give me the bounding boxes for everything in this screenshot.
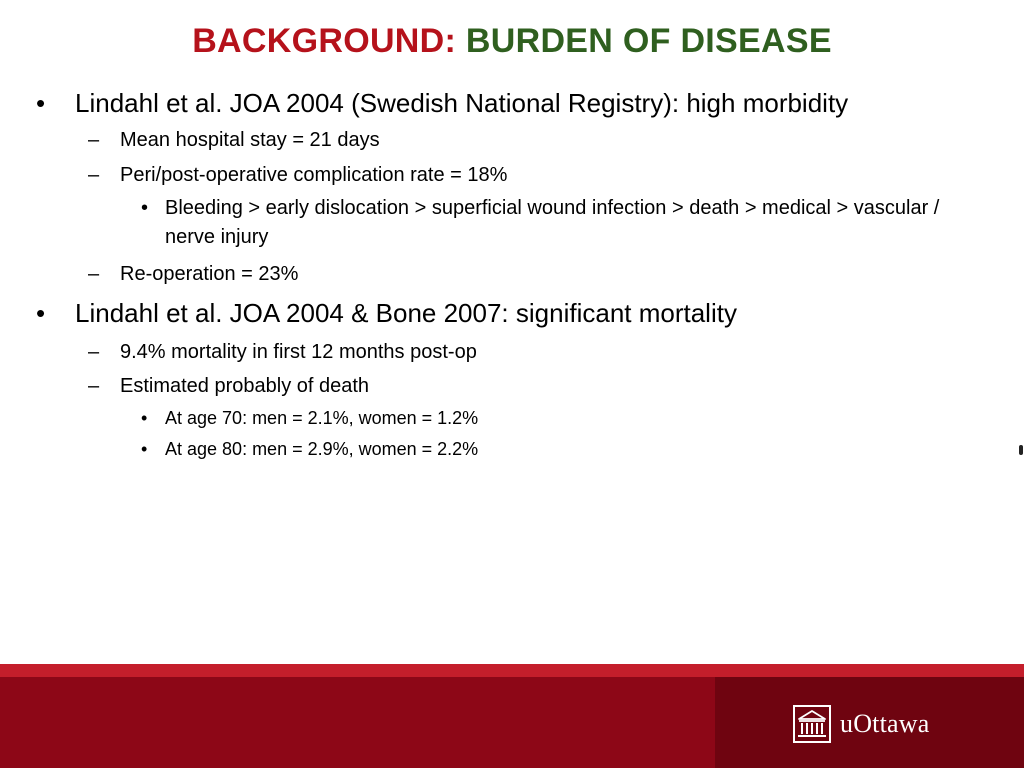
bullet-complication-rate: Peri/post-operative complication rate = 18% — [120, 164, 508, 186]
bullet-mortality-12-months: 9.4% mortality in first 12 months post-op — [120, 341, 477, 363]
dash-marker: – — [88, 263, 100, 285]
bullet-marker: • — [36, 298, 46, 328]
title-background: BACKGROUND: — [192, 22, 457, 60]
bullet-marker: • — [141, 408, 148, 428]
dash-marker: – — [88, 341, 100, 363]
bullet-probability-of-death: Estimated probably of death — [120, 375, 370, 397]
bullet-hospital-stay: Mean hospital stay = 21 days — [120, 129, 380, 151]
bullet-marker: • — [36, 88, 46, 118]
bullet-reoperation: Re-operation = 23% — [120, 263, 299, 285]
uottawa-wordmark: uOttawa — [840, 709, 930, 738]
uottawa-logo — [793, 705, 929, 743]
footer-left-panel — [0, 677, 715, 768]
stray-mark — [1019, 445, 1023, 455]
dash-marker: – — [88, 164, 100, 186]
footer-accent-line — [0, 664, 1024, 677]
title-burden-of-disease: BURDEN OF DISEASE — [465, 22, 832, 60]
bullet-lindahl-morbidity: Lindahl et al. JOA 2004 (Swedish National Registry): high morbidity — [75, 88, 849, 118]
bullet-lindahl-mortality: Lindahl et al. JOA 2004 & Bone 2007: significant mortality — [75, 298, 737, 328]
dash-marker: – — [88, 129, 100, 151]
dash-marker: – — [88, 375, 100, 397]
bullet-complication-list: Bleeding > early dislocation > superficial wound infection > death > medical > vascular / nerve injury — [165, 197, 940, 248]
bullet-age-80: At age 80: men = 2.9%, women = 2.2% — [165, 439, 479, 459]
bullet-age-70: At age 70: men = 2.1%, women = 1.2% — [165, 408, 479, 428]
bullet-marker: • — [141, 197, 149, 219]
university-building-icon — [793, 705, 831, 743]
bullet-marker: • — [141, 439, 148, 459]
slide-title — [0, 20, 1024, 62]
